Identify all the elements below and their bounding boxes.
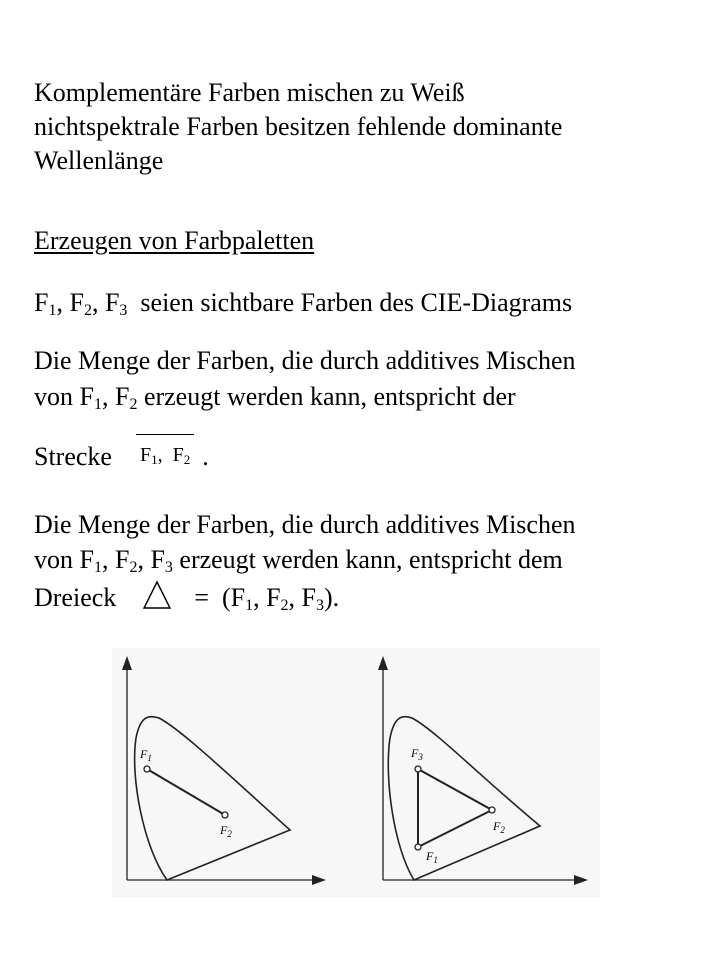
right-point-f1 bbox=[415, 844, 421, 850]
left-label-f1: $F_1$ bbox=[140, 747, 152, 763]
text-line-nonspectral: nichtspektrale Farben besitzen fehlende dominante bbox=[34, 112, 563, 141]
para1-line1: Die Menge der Farben, die durch additives Mischen bbox=[34, 346, 576, 375]
para2-line3: Dreieck = ($F_1$, $F_2$, $F_3$). bbox=[34, 580, 339, 613]
left-label-f2: $F_2$ bbox=[220, 823, 232, 839]
text-line-wavelength: Wellenlänge bbox=[34, 146, 164, 175]
text-line-complementary: Komplementäre Farben mischen zu Weiß bbox=[34, 78, 465, 107]
left-point-f1 bbox=[144, 766, 150, 772]
definition-line: $F_1$, $F_2$, $F_3$ seien sichtbare Farben des CIE-Diagrams bbox=[34, 288, 573, 319]
cie-diagram-figure bbox=[112, 648, 600, 898]
para1-line2: von $F_1$, $F_2$ erzeugt werden kann, entspricht der bbox=[34, 382, 516, 413]
section-heading: Erzeugen von Farbpaletten bbox=[34, 226, 315, 255]
left-point-f2 bbox=[222, 812, 228, 818]
para2-line2: von $F_1$, $F_2$, $F_3$ erzeugt werden kann, entspricht dem bbox=[34, 545, 563, 576]
right-point-f3 bbox=[415, 766, 421, 772]
para1-line3: Strecke $F_1$, $F_2$ . bbox=[34, 438, 209, 472]
right-label-f2: $F_2$ bbox=[493, 819, 505, 835]
para2-line1: Die Menge der Farben, die durch additives Mischen bbox=[34, 510, 576, 539]
right-label-f3: $F_3$ bbox=[411, 746, 423, 762]
figure-background bbox=[112, 648, 600, 898]
right-point-f2 bbox=[489, 807, 495, 813]
segment-symbol: $F_1$, $F_2$ bbox=[136, 434, 194, 465]
triangle-icon bbox=[142, 580, 172, 610]
right-label-f1: $F_1$ bbox=[426, 849, 438, 865]
